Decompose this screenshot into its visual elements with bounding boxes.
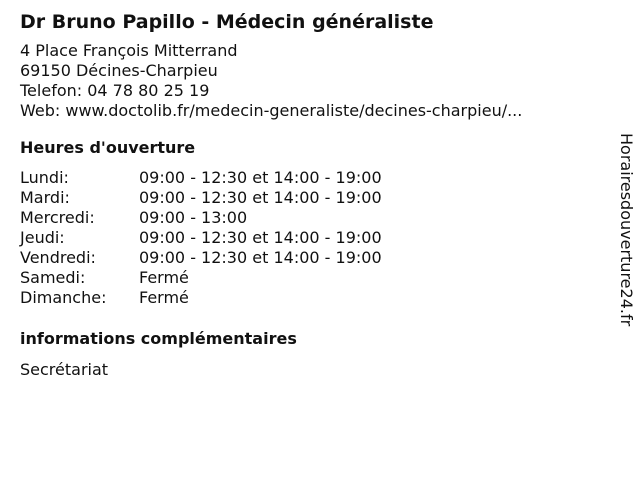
hours-time: 09:00 - 12:30 et 14:00 - 19:00 — [139, 188, 382, 207]
opening-hours-table — [20, 168, 610, 308]
hours-day: Lundi: — [20, 168, 69, 187]
hours-time: 09:00 - 12:30 et 14:00 - 19:00 — [139, 248, 382, 267]
page-title: Dr Bruno Papillo - Médecin généraliste — [20, 11, 434, 33]
hours-time: Fermé — [139, 288, 189, 307]
hours-row-thursday — [20, 228, 610, 248]
hours-day: Mercredi: — [20, 208, 95, 227]
hours-day: Mardi: — [20, 188, 70, 207]
opening-hours-heading: Heures d'ouverture — [20, 138, 196, 157]
site-watermark: Horairesdouverture24.fr — [617, 133, 636, 327]
hours-row-friday — [20, 248, 610, 268]
hours-time: 09:00 - 12:30 et 14:00 - 19:00 — [139, 168, 382, 187]
hours-day: Samedi: — [20, 268, 86, 287]
website-link[interactable]: Web: www.doctolib.fr/medecin-generaliste/decines-charpieu/... — [20, 101, 523, 120]
hours-time: 09:00 - 13:00 — [139, 208, 248, 227]
hours-row-monday — [20, 168, 610, 188]
hours-row-tuesday — [20, 188, 610, 208]
additional-info-heading: informations complémentaires — [20, 329, 297, 348]
street-address: 4 Place François Mitterrand — [20, 41, 238, 60]
practice-card — [20, 8, 610, 380]
hours-row-saturday — [20, 268, 610, 288]
phone-number: Telefon: 04 78 80 25 19 — [20, 81, 210, 100]
hours-day: Vendredi: — [20, 248, 96, 267]
hours-row-sunday — [20, 288, 610, 308]
hours-day: Jeudi: — [20, 228, 65, 247]
hours-time: 09:00 - 12:30 et 14:00 - 19:00 — [139, 228, 382, 247]
hours-time: Fermé — [139, 268, 189, 287]
address-block — [20, 41, 610, 121]
hours-day: Dimanche: — [20, 288, 107, 307]
hours-row-wednesday — [20, 208, 610, 228]
city-address: 69150 Décines-Charpieu — [20, 61, 218, 80]
additional-info-text: Secrétariat — [20, 360, 109, 379]
